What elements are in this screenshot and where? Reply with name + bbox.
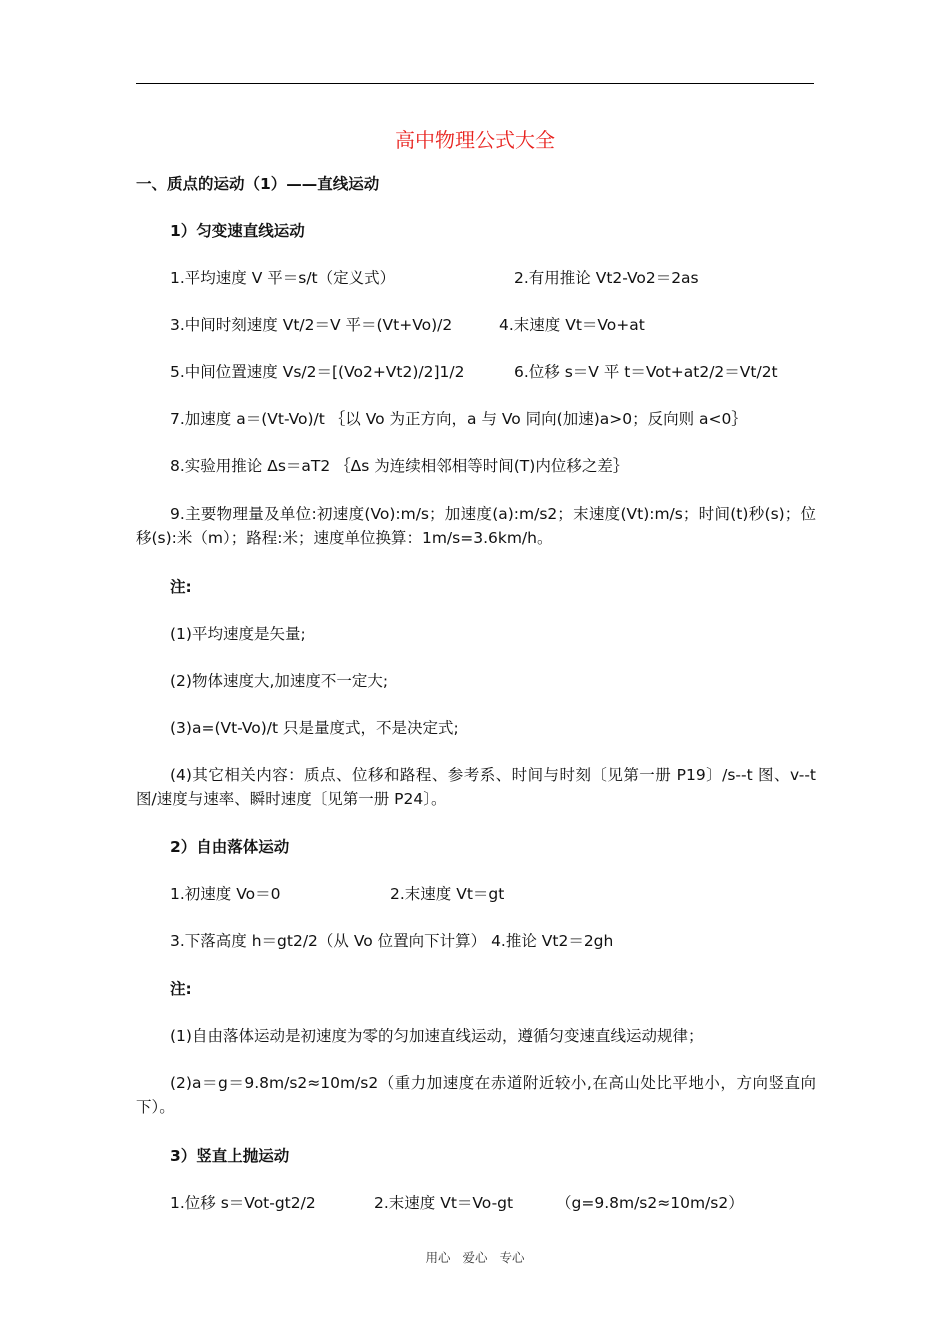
footer-word-3: 专心 bbox=[499, 1250, 525, 1265]
subsection-heading-free-fall: 2）自由落体运动 bbox=[170, 838, 290, 856]
page-footer bbox=[0, 1248, 950, 1266]
free-fall-formula-3-4: 3.下落高度 h＝gt2/2（从 Vo 位置向下计算） 4.推论 Vt2＝2gh bbox=[170, 932, 614, 950]
subsection-heading-vertical-throw: 3）竖直上抛运动 bbox=[170, 1147, 290, 1165]
footer-word-1: 用心 bbox=[425, 1250, 451, 1265]
formula-9-units: 9.主要物理量及单位:初速度(Vo):m/s；加速度(a):m/s2；末速度(Vt):m/s；时间(t)秒(s)；位移(s):米（m）；路程:米；速度单位换算：1m/s=3.6km/h。 bbox=[136, 505, 816, 547]
gravity-note: （g=9.8m/s2≈10m/s2） bbox=[556, 1194, 744, 1212]
free-fall-formula-2: 2.末速度 Vt＝gt bbox=[390, 885, 505, 903]
note-1-1: (1)平均速度是矢量; bbox=[170, 625, 306, 643]
formula-2: 2.有用推论 Vt2-Vo2＝2as bbox=[514, 269, 699, 287]
footer-word-2: 爱心 bbox=[462, 1250, 488, 1265]
formula-8: 8.实验用推论 Δs＝aT2 ｛Δs 为连续相邻相等时间(T)内位移之差｝ bbox=[170, 457, 629, 475]
subsection-heading-uniform-acceleration: 1）匀变速直线运动 bbox=[170, 222, 305, 240]
formula-3: 3.中间时刻速度 Vt/2＝V 平＝(Vt+Vo)/2 bbox=[170, 316, 453, 334]
note-1-2: (2)物体速度大,加速度不一定大; bbox=[170, 672, 389, 690]
free-fall-formula-1: 1.初速度 Vo＝0 bbox=[170, 885, 281, 903]
note-2-2: (2)a＝g＝9.8m/s2≈10m/s2（重力加速度在赤道附近较小,在高山处比平地小，方向竖直向下）。 bbox=[136, 1074, 816, 1116]
vertical-throw-formula-1: 1.位移 s＝Vot-gt2/2 bbox=[170, 1194, 316, 1212]
formula-1: 1.平均速度 V 平＝s/t（定义式） bbox=[170, 269, 396, 287]
note-label-2: 注: bbox=[170, 980, 192, 998]
section-heading: 一、质点的运动（1）——直线运动 bbox=[136, 175, 380, 193]
formula-5: 5.中间位置速度 Vs/2＝[(Vo2+Vt2)/2]1/2 bbox=[170, 363, 465, 381]
note-label-1: 注: bbox=[170, 578, 192, 596]
header-rule bbox=[136, 83, 814, 84]
note-1-3: (3)a=(Vt-Vo)/t 只是量度式，不是决定式; bbox=[170, 719, 459, 737]
formula-6: 6.位移 s＝V 平 t＝Vot+at2/2＝Vt/2t bbox=[514, 363, 778, 381]
note-2-1: (1)自由落体运动是初速度为零的匀加速直线运动，遵循匀变速直线运动规律； bbox=[170, 1027, 704, 1045]
vertical-throw-formula-2: 2.末速度 Vt＝Vo-gt bbox=[374, 1194, 514, 1212]
note-1-4: (4)其它相关内容：质点、位移和路程、参考系、时间与时刻〔见第一册 P19〕/s--t 图、v--t 图/速度与速率、瞬时速度〔见第一册 P24〕。 bbox=[136, 766, 816, 808]
formula-4: 4.末速度 Vt＝Vo+at bbox=[499, 316, 645, 334]
formula-7: 7.加速度 a＝(Vt-Vo)/t ｛以 Vo 为正方向，a 与 Vo 同向(加速)a>0；反向则 a<0｝ bbox=[170, 410, 747, 428]
document-title: 高中物理公式大全 bbox=[395, 128, 555, 152]
